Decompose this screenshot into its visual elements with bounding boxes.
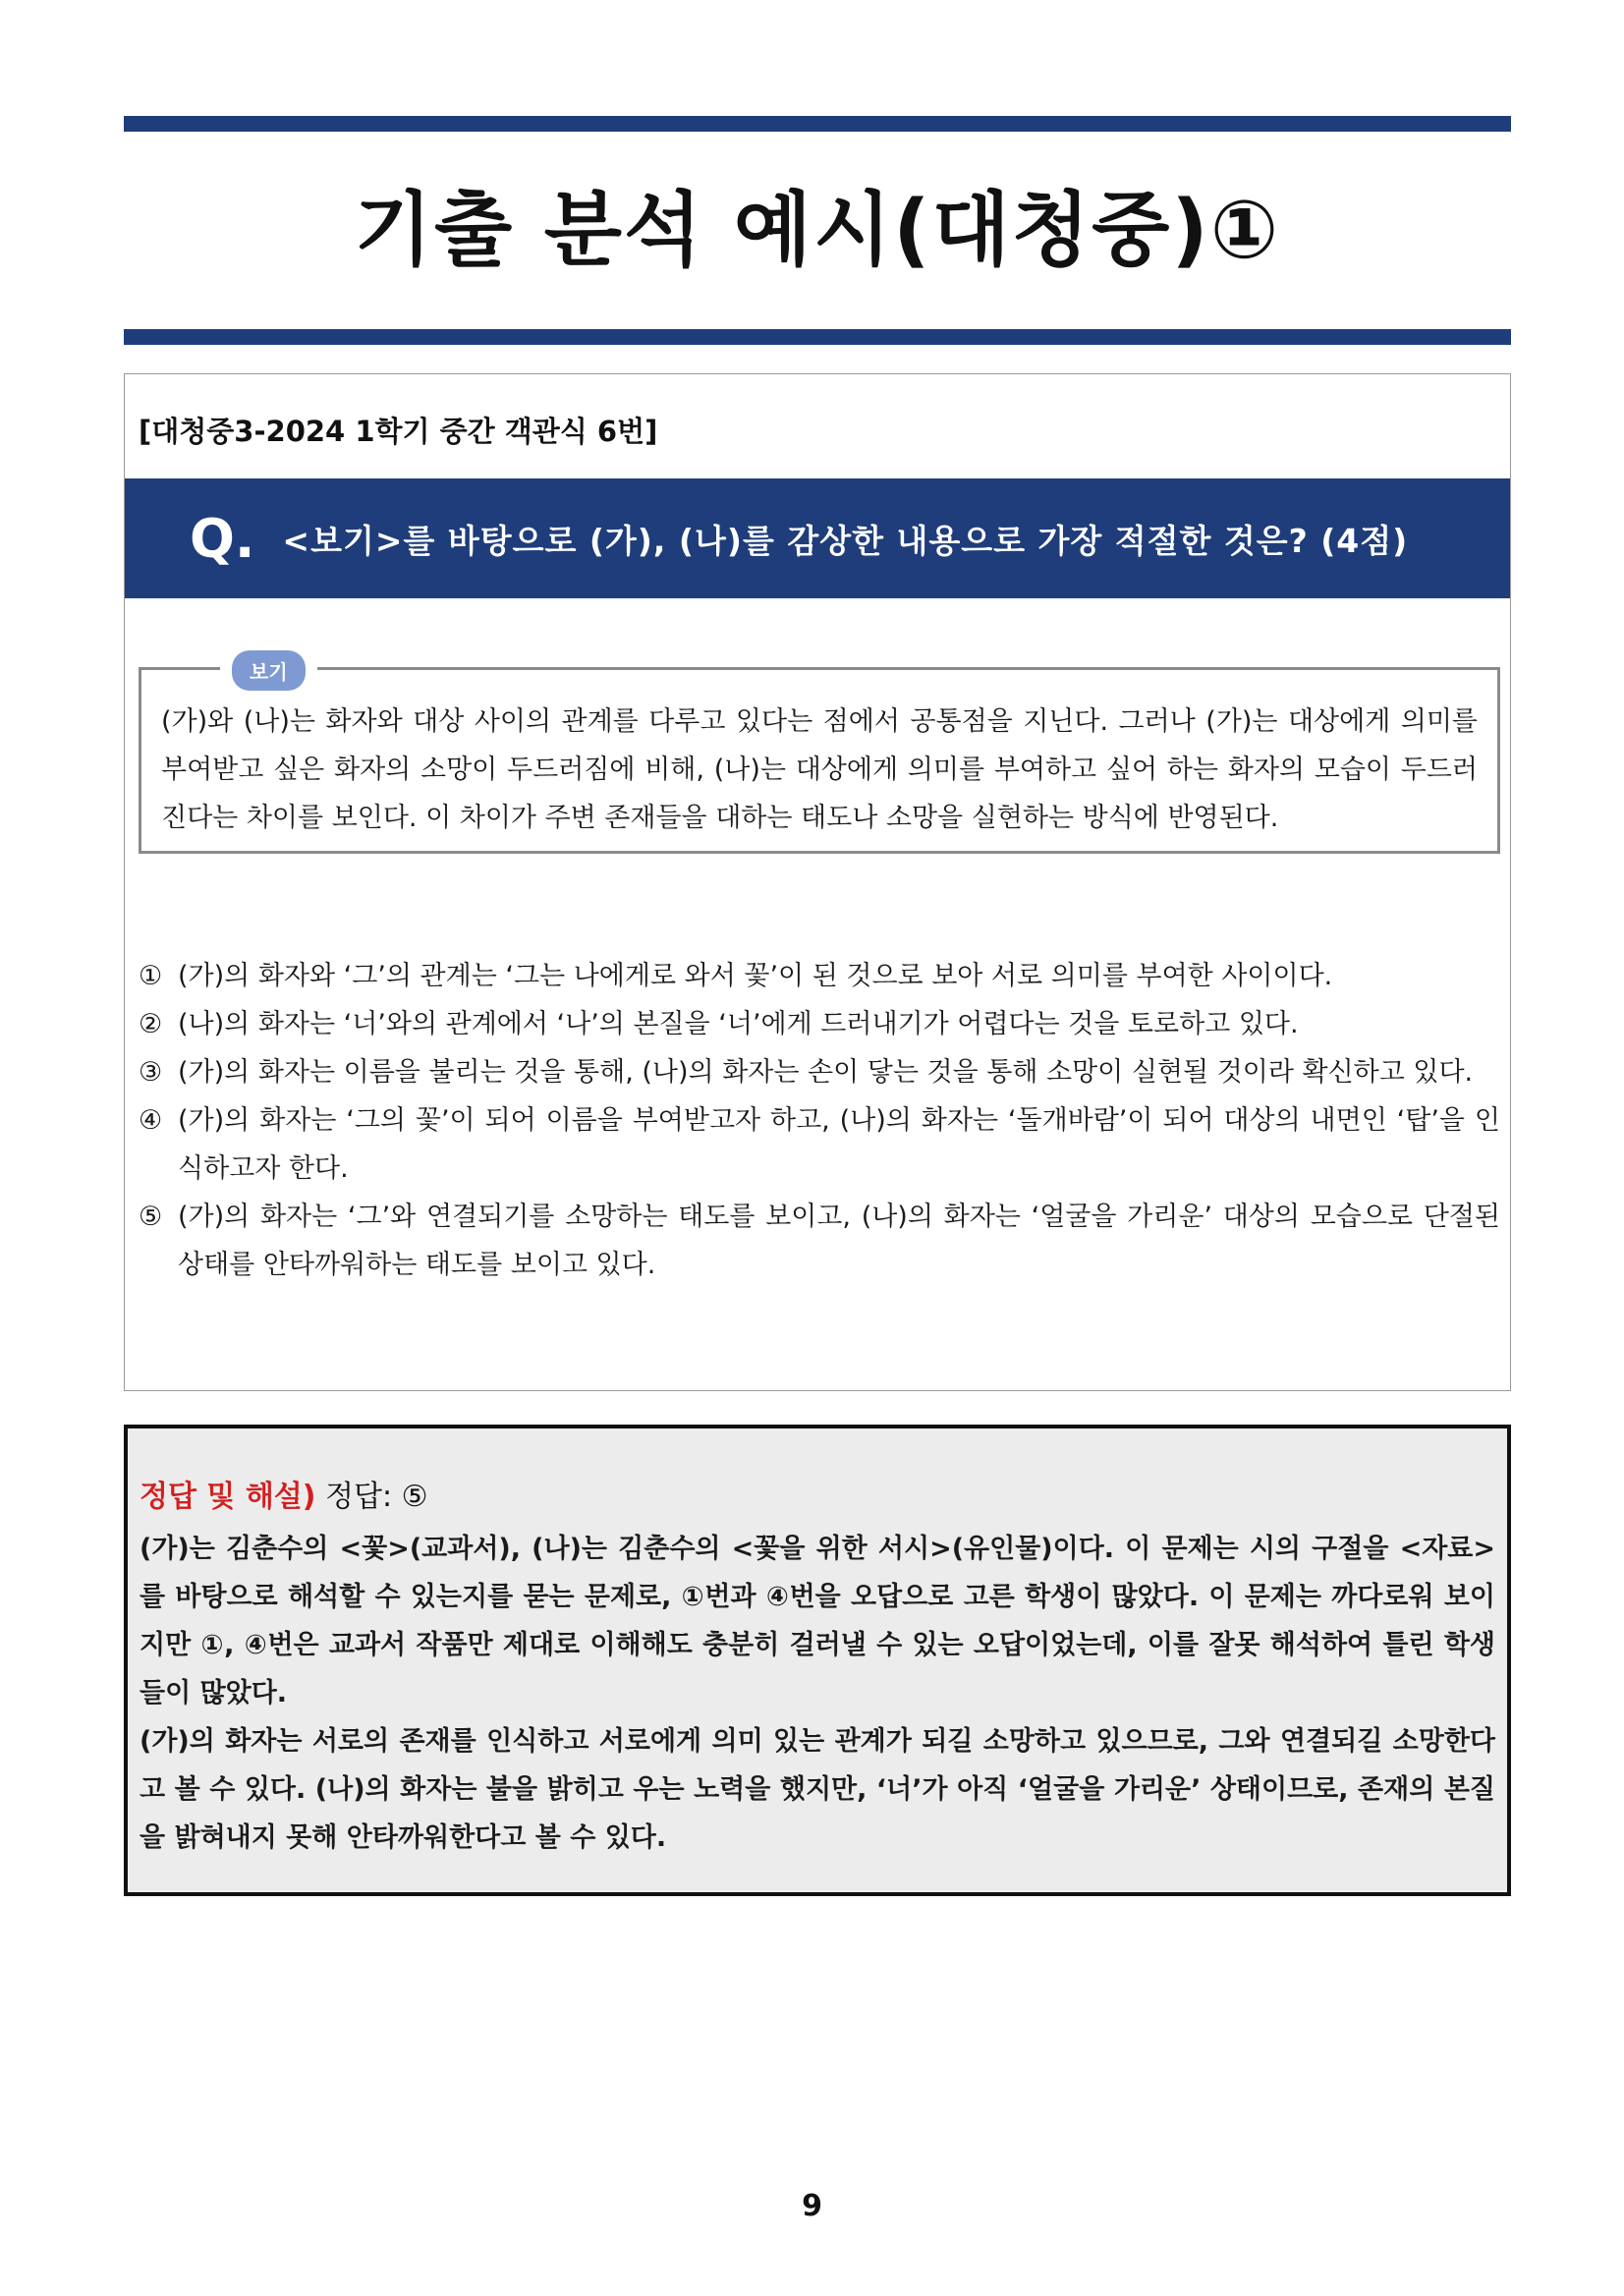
option-text: (가)의 화자와 ‘그’의 관계는 ‘그는 나에게로 와서 꽃’이 된 것으로 보아 서로 의미를 부여한 사이이다. xyxy=(178,961,1333,991)
page-title: 기출 분석 예시(대청중)① xyxy=(354,184,1281,277)
option-5[interactable] xyxy=(139,1193,1500,1289)
question-box xyxy=(124,373,1511,1391)
bogi-tag xyxy=(220,650,317,691)
answer-label: 정답 및 해설) xyxy=(140,1480,316,1514)
bogi-text: (가)와 (나)는 화자와 대상 사이의 관계를 다루고 있다는 점에서 공통점을 지닌다. 그러나 (가)는 대상에게 의미를 부여받고 싶은 화자의 소망이 두드러짐에 비해, (나)는 대상에게 의미를 부여하고 싶어 하는 화자의 모습이 두드러진다는 차이를 보인다. 이 차이가 주변 존재들을 대하는 태도나 소망을 실현하는 방식에 반영된다. xyxy=(161,706,1478,833)
top-rule xyxy=(124,116,1511,132)
bogi-box xyxy=(139,660,1500,854)
option-number: ② xyxy=(139,1009,163,1039)
option-1[interactable] xyxy=(139,952,1500,1000)
option-text: (가)의 화자는 ‘그의 꽃’이 되어 이름을 부여받고자 하고, (나)의 화자는 ‘돌개바람’이 되어 대상의 내면인 ‘탑’을 인식하고자 한다. xyxy=(178,1105,1500,1184)
answer-options xyxy=(139,952,1500,1289)
option-number: ③ xyxy=(139,1057,163,1088)
answer-box xyxy=(124,1425,1511,1896)
answer-value: 정답: ⑤ xyxy=(325,1480,428,1514)
option-text: (나)의 화자는 ‘너’와의 관계에서 ‘나’의 본질을 ‘너’에게 드러내기가 어렵다는 것을 토로하고 있다. xyxy=(178,1009,1299,1039)
explanation-paragraph: (가)는 김춘수의 <꽃>(교과서), (나)는 김춘수의 <꽃을 위한 서시>(유인물)이다. 이 문제는 시의 구절을 <자료>를 바탕으로 해석할 수 있는지를 묻는 문제로, ①번과 ④번을 오답으로 고른 학생이 많았다. 이 문제는 까다로워 보이지만 ①, ④번은 교과서 작품만 제대로 이해해도 충분히 걸러낼 수 있는 오답이었는데, 이를 잘못 해석하여 틀린 학생들이 많았다. xyxy=(140,1534,1495,1708)
question-banner xyxy=(125,478,1510,598)
option-number: ① xyxy=(139,961,163,991)
question-text: <보기>를 바탕으로 (가), (나)를 감상한 내용으로 가장 적절한 것은? (4점) xyxy=(282,521,1409,560)
title-underline-rule xyxy=(124,329,1511,345)
option-number: ④ xyxy=(139,1105,163,1136)
explanation-paragraph: (가)의 화자는 서로의 존재를 인식하고 서로에게 의미 있는 관계가 되길 소망하고 있으므로, 그와 연결되길 소망한다고 볼 수 있다. (나)의 화자는 불을 밝히고 우는 노력을 했지만, ‘너’가 아직 ‘얼굴을 가리운’ 상태이므로, 존재의 본질을 밝혀내지 못해 안타까워한다고 볼 수 있다. xyxy=(140,1726,1495,1853)
option-text: (가)의 화자는 ‘그’와 연결되기를 소망하는 태도를 보이고, (나)의 화자는 ‘얼굴을 가리운’ 대상의 모습으로 단절된 상태를 안타까워하는 태도를 보이고 있다. xyxy=(178,1202,1500,1280)
option-3[interactable] xyxy=(139,1048,1500,1096)
question-mark: Q. xyxy=(190,507,255,570)
answer-heading xyxy=(140,1472,428,1515)
option-text: (가)의 화자는 이름을 불리는 것을 통해, (나)의 화자는 손이 닿는 것을 통해 소망이 실현될 것이라 확신하고 있다. xyxy=(178,1057,1474,1088)
question-source: [대청중3-2024 1학기 중간 객관식 6번] xyxy=(139,415,658,448)
option-2[interactable] xyxy=(139,1000,1500,1048)
bogi-label: 보기 xyxy=(232,650,306,691)
option-4[interactable] xyxy=(139,1096,1500,1193)
answer-explanation xyxy=(140,1525,1495,1862)
page-number: 9 xyxy=(802,2189,822,2223)
option-number: ⑤ xyxy=(139,1202,163,1232)
